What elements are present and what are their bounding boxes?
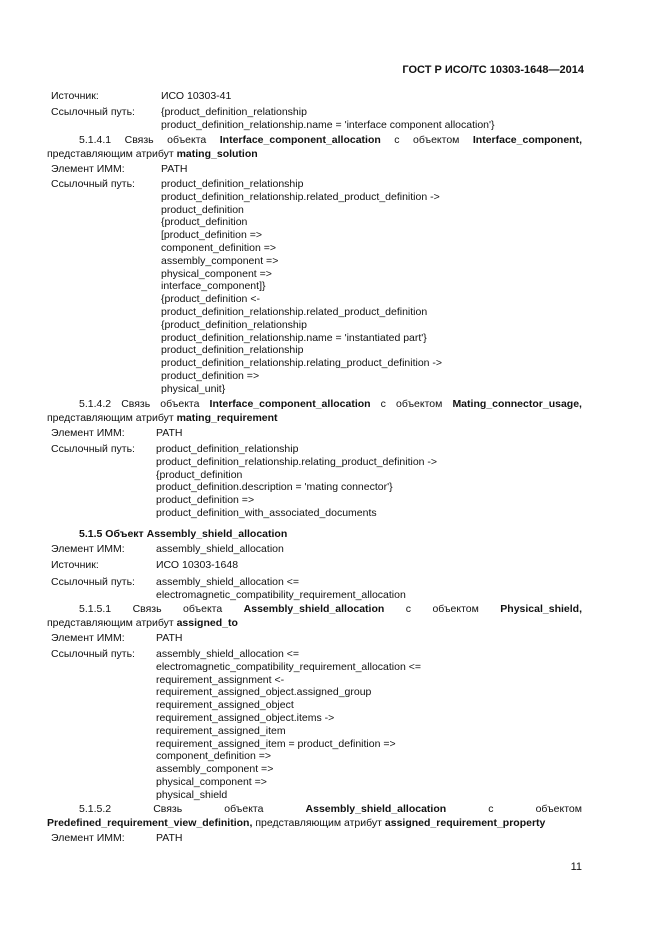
page-header: ГОСТ Р ИСО/ТС 10303-1648—2014	[402, 64, 584, 76]
path-line: assembly_component =>	[156, 763, 274, 776]
path-line: [product_definition =>	[161, 229, 262, 242]
heading-word: объекта	[167, 134, 207, 146]
section-5151-attr-line	[47, 617, 238, 630]
heading-word: Связь	[153, 803, 183, 815]
aim-value: assembly_shield_allocation	[156, 543, 284, 555]
attr-name: mating_solution	[176, 148, 258, 160]
path-line: component_definition =>	[156, 750, 272, 763]
section-5142-attr-line	[47, 412, 278, 425]
source-value: ИСО 10303-1648	[156, 559, 239, 571]
path-line: product_definition_relationship	[161, 344, 304, 357]
attr-name: assigned_to	[176, 617, 238, 629]
ref-path-label: Ссылочный путь:	[51, 106, 135, 118]
aim-label: Элемент ИММ:	[51, 832, 125, 844]
path-line: physical_component =>	[156, 775, 267, 788]
path-line: component_definition =>	[161, 241, 277, 254]
path-line: product_definition =>	[156, 494, 255, 507]
ref-path-block	[156, 576, 406, 602]
heading-object: Assembly_shield_allocation	[305, 803, 447, 815]
aim-value: PATH	[156, 632, 183, 644]
section-5141-heading	[79, 134, 582, 147]
heading-word: объектом	[432, 603, 479, 615]
section-515-title	[79, 528, 287, 541]
attr-name: assigned_requirement_property	[384, 817, 546, 829]
section-number: 5.1.5.2	[79, 803, 112, 815]
heading-word: с	[488, 803, 494, 815]
heading-object: Predefined_requirement_view_definition,	[47, 817, 253, 829]
source-label: Источник:	[51, 90, 99, 102]
source-value: ИСО 10303-41	[161, 90, 232, 102]
path-line: product_definition_with_associated_documents	[156, 506, 377, 519]
heading-word: Связь	[132, 603, 162, 615]
path-line: requirement_assigned_object.assigned_group	[156, 686, 372, 699]
aim-label: Элемент ИММ:	[51, 427, 125, 439]
path-line: product_definition_relationship.relating_product_definition ->	[156, 455, 438, 468]
title-prefix: 5.1.5 Объект	[79, 528, 144, 540]
path-line: requirement_assigned_object.items ->	[156, 711, 335, 724]
path-line: electromagnetic_compatibility_requirement_allocation	[156, 588, 406, 601]
heading-word: объектом	[395, 398, 443, 410]
heading-word: объекта	[160, 398, 200, 410]
section-number: 5.1.4.1	[79, 134, 112, 146]
ref-path-label: Ссылочный путь:	[51, 648, 135, 660]
aim-label: Элемент ИММ:	[51, 163, 125, 175]
path-line: physical_shield	[156, 788, 228, 801]
path-line: product_definition_relationship.related_product_definition ->	[161, 190, 440, 203]
path-line: assembly_shield_allocation <=	[156, 576, 300, 588]
path-line: {product_definition	[156, 468, 243, 481]
ref-path-label: Ссылочный путь:	[51, 443, 135, 455]
heading-object: Interface_component,	[472, 134, 582, 146]
section-number: 5.1.4.2	[79, 398, 112, 410]
ref-path-label: Ссылочный путь:	[51, 576, 135, 588]
heading-word: Связь	[121, 398, 151, 410]
path-line: product_definition_relationship	[161, 178, 304, 190]
path-line: assembly_component =>	[161, 254, 279, 267]
path-line: product_definition_relationship.name = 'instantiated part'}	[161, 331, 427, 344]
heading-word: объекта	[224, 803, 264, 815]
path-line: assembly_shield_allocation <=	[156, 648, 300, 660]
attr-text: представляющим атрибут	[255, 817, 382, 829]
section-5152-heading	[79, 803, 582, 816]
path-line: requirement_assigned_item	[156, 724, 286, 737]
attr-text: представляющим атрибут	[47, 148, 174, 160]
heading-word: объектом	[413, 134, 460, 146]
path-line: physical_component =>	[161, 267, 272, 280]
attr-text: представляющим атрибут	[47, 412, 174, 424]
path-line: {product_definition	[161, 216, 248, 229]
aim-value: PATH	[156, 427, 183, 439]
path-line: requirement_assignment <-	[156, 673, 285, 686]
ref-path-block	[156, 443, 437, 520]
heading-word: с	[394, 134, 400, 146]
heading-object: Interface_component_allocation	[209, 398, 371, 410]
path-line: {product_definition <-	[161, 293, 260, 306]
ref-path-block	[161, 178, 442, 396]
aim-label: Элемент ИММ:	[51, 632, 125, 644]
path-line: electromagnetic_compatibility_requirement_allocation <=	[156, 660, 421, 673]
title-object: Assembly_shield_allocation	[146, 528, 288, 540]
path-line: interface_component]}	[161, 280, 266, 293]
path-line: physical_unit}	[161, 382, 226, 395]
aim-value: PATH	[156, 832, 183, 844]
path-line: product_definition_relationship.name = 'interface component allocation'}	[161, 118, 495, 131]
ref-path-block	[161, 106, 495, 132]
ref-path-label: Ссылочный путь:	[51, 178, 135, 190]
path-line: product_definition_relationship.related_product_definition	[161, 305, 428, 318]
path-line: {product_definition_relationship	[161, 318, 307, 331]
heading-word: Связь	[124, 134, 154, 146]
source-label: Источник:	[51, 559, 99, 571]
section-5141-attr-line	[47, 148, 258, 161]
heading-object: Assembly_shield_allocation	[243, 603, 385, 615]
section-5142-heading	[79, 398, 582, 411]
heading-word: с	[380, 398, 386, 410]
heading-object: Interface_component_allocation	[219, 134, 381, 146]
heading-object: Mating_connector_usage,	[452, 398, 582, 410]
aim-label: Элемент ИММ:	[51, 543, 125, 555]
heading-word: с	[405, 603, 411, 615]
attr-text: представляющим атрибут	[47, 617, 174, 629]
path-line: product_definition_relationship	[156, 443, 299, 455]
heading-word: объекта	[183, 603, 223, 615]
aim-value: PATH	[161, 163, 188, 175]
path-line: product_definition.description = 'mating connector'}	[156, 481, 393, 494]
path-line: requirement_assigned_item = product_definition =>	[156, 737, 396, 750]
page-number: 11	[570, 861, 582, 873]
heading-word: объектом	[535, 803, 582, 815]
path-line: product_definition	[161, 203, 244, 216]
attr-name: mating_requirement	[176, 412, 278, 424]
section-5152-attr-line	[47, 817, 545, 830]
heading-object: Physical_shield,	[500, 603, 582, 615]
section-number: 5.1.5.1	[79, 603, 112, 615]
path-line: {product_definition_relationship	[161, 106, 307, 118]
section-5151-heading	[79, 603, 582, 616]
ref-path-block	[156, 648, 421, 802]
path-line: product_definition_relationship.relating_product_definition ->	[161, 357, 443, 370]
path-line: product_definition =>	[161, 369, 260, 382]
path-line: requirement_assigned_object	[156, 699, 294, 712]
